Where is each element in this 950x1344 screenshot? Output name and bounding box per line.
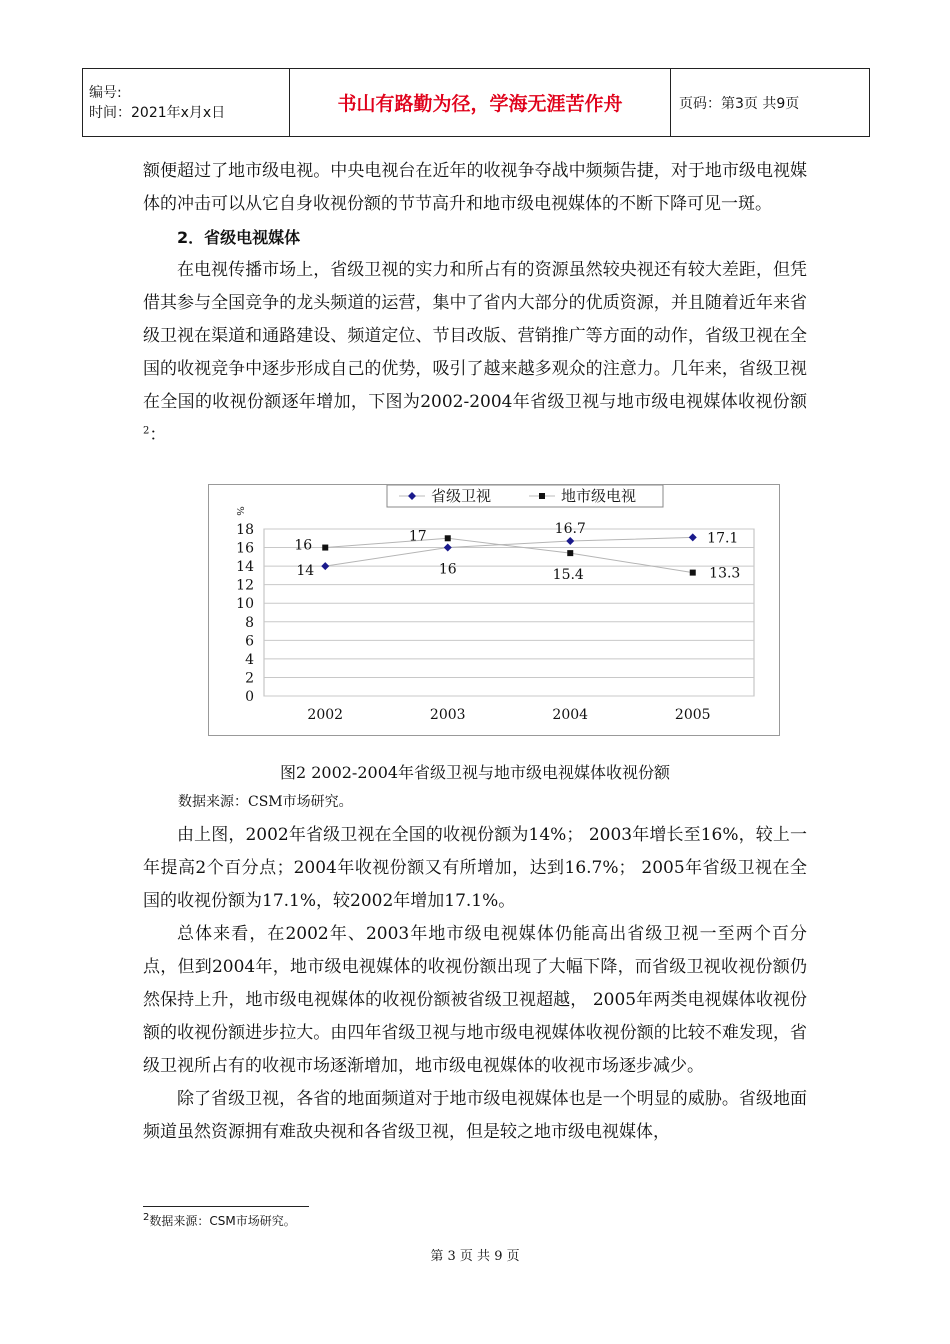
data-point (444, 544, 452, 552)
paragraph-2-end: ： (149, 425, 167, 445)
paragraph-4: 总体来看，在2002年、2003年地市级电视媒体仍能高出省级卫视一至两个百分点，但到2004年，地市级电视媒体的收视份额出现了大幅下降，而省级卫视收视份额仍然保持上升，地市级电视媒体的收视份额被省级卫视超越， 2005年两类电视媒体收视份额的收视份额进步拉大。由四年省级卫视与地市级电视媒体收视份额的比较不难发现，省级卫视所占有的收视市场逐渐增加，地市级电视媒体的收视市场逐步减少。 (143, 924, 807, 1076)
data-point (445, 535, 451, 541)
y-tick-label: 10 (236, 596, 254, 613)
header-page-label: 页码：第3页 共9页 (671, 69, 870, 137)
data-point (321, 562, 329, 570)
paragraph-5: 除了省级卫视，各省的地面频道对于地市级电视媒体也是一个明显的威胁。省级地面频道虽然资源拥有难敌央视和各省级卫视，但是较之地市级电视媒体， (143, 1089, 807, 1142)
x-tick-label: 2003 (429, 707, 466, 723)
x-tick-label: 2005 (674, 707, 711, 723)
y-tick-label: 14 (236, 559, 254, 576)
legend-label: 地市级电视 (561, 487, 637, 505)
body-bottom (143, 819, 807, 1149)
header-meta (83, 69, 290, 137)
plot-area (264, 529, 754, 696)
data-label: 16.7 (554, 521, 586, 538)
y-tick-label: 12 (236, 577, 254, 594)
legend-marker (539, 493, 545, 499)
paragraph-2-text: 在电视传播市场上，省级卫视的实力和所占有的资源虽然较央视还有较大差距，但凭借其参与全国竞争的龙头频道的运营，集中了省内大部分的优质资源，并且随着近年来省级卫视在渠道和通路建设、频道定位、节目改版、营销推广等方面的动作，省级卫视在全国的收视竞争中逐步形成自己的优势，吸引了越来越多观众的注意力。几年来，省级卫视在全国的收视份额逐年增加，下图为2002-2004年省级卫视与地市级电视媒体收视份额 (143, 260, 807, 412)
data-label: 16 (438, 561, 457, 578)
paragraph-1: 额便超过了地市级电视。中央电视台在近年的收视争夺战中频频告捷，对于地市级电视媒体的冲击可以从它自身收视份额的节节高升和地市级电视媒体的不断下降可见一斑。 (143, 161, 807, 214)
legend-label: 省级卫视 (431, 487, 492, 505)
data-point (322, 545, 328, 551)
data-label: 16 (294, 537, 313, 554)
data-point (690, 570, 696, 576)
data-label: 13.3 (709, 565, 741, 582)
x-tick-label: 2002 (307, 707, 344, 723)
data-source: 数据来源：CSM市场研究。 (178, 794, 353, 810)
body-top (143, 155, 807, 452)
y-tick-label: 16 (236, 540, 254, 557)
time-label: 时间：2021年x月x日 (89, 104, 226, 121)
data-point (566, 537, 574, 545)
y-tick-label: 0 (245, 689, 254, 705)
series-line (325, 538, 693, 572)
page-footer: 第 3 页 共 9 页 (430, 1249, 520, 1264)
header-motto: 书山有路勤为径，学海无涯苦作舟 (290, 69, 671, 137)
y-tick-label: 2 (245, 670, 254, 687)
y-tick-label: 4 (245, 651, 254, 668)
series-line (325, 537, 693, 566)
header-table (82, 68, 870, 137)
data-label: 15.4 (552, 567, 584, 584)
footnote-rule (143, 1206, 309, 1207)
footnote-text: 数据来源：CSM市场研究。 (149, 1214, 296, 1228)
data-label: 17.1 (707, 530, 739, 547)
paragraph-2 (143, 254, 807, 452)
footnote-mark: 2 (143, 1212, 150, 1223)
chart-svg (209, 485, 779, 735)
footnote (143, 1212, 296, 1229)
paragraph-3: 由上图，2002年省级卫视在全国的收视份额为14%； 2003年增长至16%，较上一年提高2个百分点；2004年收视份额又有所增加，达到16.7%； 2005年省级卫视在全国的收视份额为17.1%，较2002年增加17.1%。 (143, 825, 807, 911)
code-label: 编号: (89, 84, 122, 101)
y-tick-label: 6 (245, 633, 254, 650)
figure-caption: 图2 2002-2004年省级卫视与地市级电视媒体收视份额 (279, 763, 671, 782)
data-label: 17 (408, 528, 427, 545)
y-tick-label: 18 (236, 522, 254, 538)
y-axis-label: % (234, 506, 245, 516)
data-point (689, 533, 697, 541)
footnote-ref[interactable]: 2 (143, 425, 150, 437)
y-tick-label: 8 (245, 614, 254, 631)
data-label: 14 (296, 563, 315, 580)
section-heading: 2．省级电视媒体 (177, 228, 301, 247)
line-chart (208, 484, 780, 736)
x-tick-label: 2004 (552, 707, 589, 723)
data-point (567, 550, 573, 556)
